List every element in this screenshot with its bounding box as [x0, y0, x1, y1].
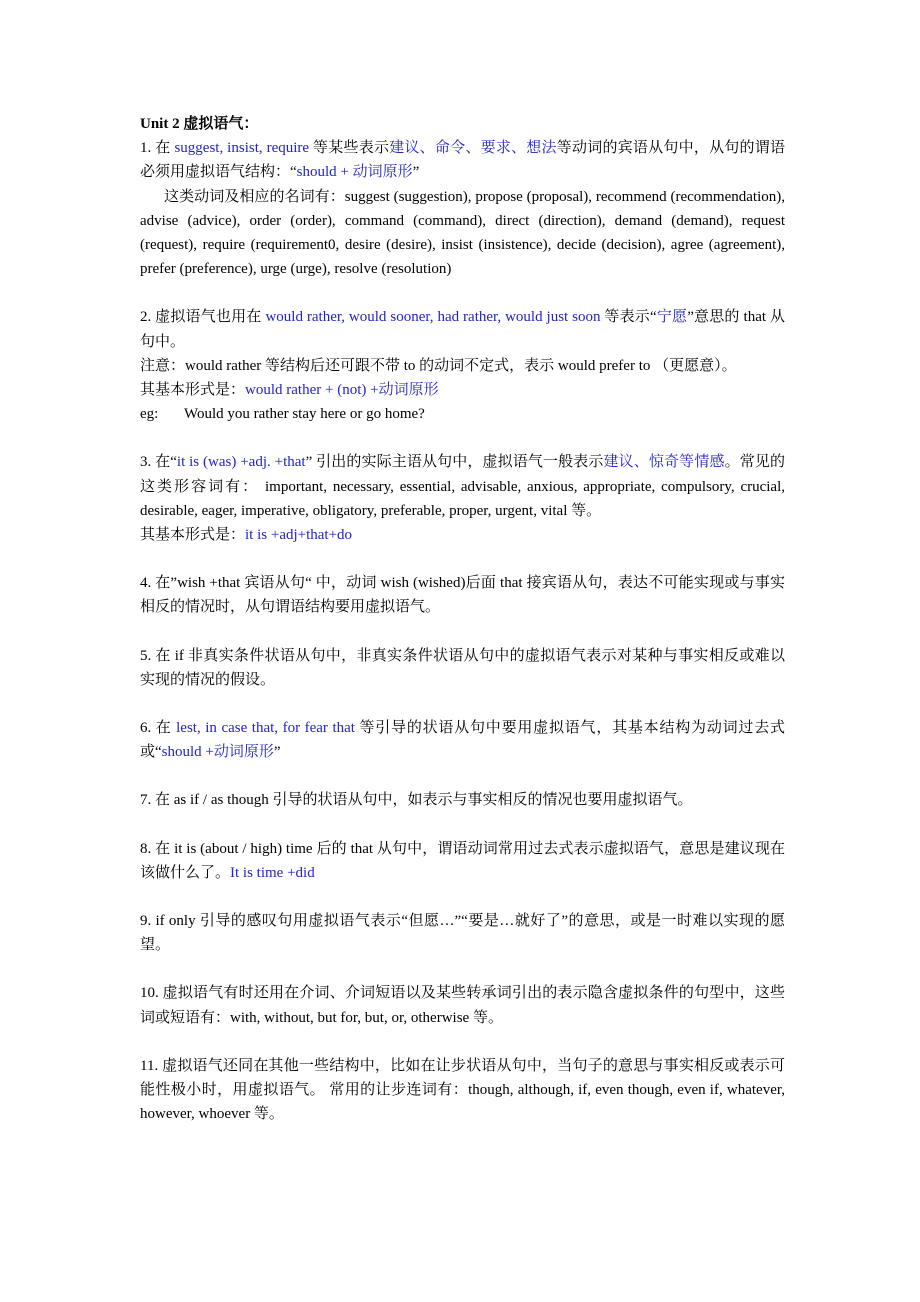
item-1-verbs: suggest, insist, require — [174, 140, 310, 157]
item-6-rule — [140, 716, 785, 764]
item-3-form-label: 其基本形式是： — [140, 527, 246, 544]
item-11-rule: 11. 虚拟语气还同在其他一些结构中，比如在让步状语从句中，当句子的意思与事实相反或表示可能性极小时，用虚拟语气。 常用的让步连词有：though, although, if, even though, even if, whatever, however, whoever 等。 — [140, 1057, 785, 1123]
item-6-text-e: ” — [273, 744, 281, 761]
item-2-example-sentence: Would you rather stay here or go home? — [184, 406, 425, 423]
item-2-example — [140, 402, 785, 426]
item-2-phrases: would rather, would sooner, had rather, would just soon — [265, 309, 601, 326]
document-page — [140, 112, 785, 1127]
item-7-rule: 7. 在 as if / as though 引导的状语从句中，如表示与事实相反的情况也要用虚拟语气。 — [140, 792, 693, 809]
item-10-rule: 10. 虚拟语气有时还用在介词、介词短语以及某些转承词引出的表示隐含虚拟条件的句型中，这些词或短语有：with, without, but for, but, or, otherwise 等。 — [140, 985, 785, 1026]
item-1-text-e: 等动词的宾语从句中，从句的谓语必须用虚拟语气结构：“ — [140, 140, 785, 181]
item-2-text-c: 等表示“ — [600, 309, 657, 326]
item-2-text-a: 2. 虚拟语气也用在 — [140, 309, 266, 326]
item-3-meanings: 建议、惊奇等情感 — [603, 454, 725, 471]
item-3-text-c: ” 引出的实际主语从句中，虚拟语气一般表示 — [305, 454, 604, 471]
item-8-form: It is time +did — [230, 864, 315, 881]
item-3-text-a: 3. 在“ — [140, 454, 177, 471]
item-1-word-list: 这类动词及相应的名词有：suggest (suggestion), propose (proposal), recommend (recommendation), advise (advice), order (order), command (command), direct (direction), demand (demand), request (request), require (requirement0, desire (desire), insist (insistence), decide (decision), agree (agreement), prefer (preference), urge (urge), resolve (resolution) — [140, 188, 785, 278]
item-2-form: would rather + (not) +动词原形 — [245, 382, 439, 399]
item-2-text-e: ”意思的 that 从句中。 — [140, 309, 785, 350]
item-1-rule — [140, 136, 785, 184]
item-6-conjunctions: lest, in case that, for fear that — [176, 720, 355, 737]
item-9-rule: 9. if only 引导的感叹句用虚拟语气表示“但愿…”“要是…就好了”的意思，或是一时难以实现的愿望。 — [140, 913, 785, 954]
item-2-note: 注意：would rather 等结构后还可跟不带 to 的动词不定式，表示 would prefer to （更愿意）。 — [140, 357, 737, 374]
item-3-form: it is +adj+that+do — [245, 527, 353, 544]
item-5-rule: 5. 在 if 非真实条件状语从句中，非真实条件状语从句中的虚拟语气表示对某种与事实相反或难以实现的情况的假设。 — [140, 647, 785, 688]
item-2-rule — [140, 305, 785, 353]
item-8-rule — [140, 837, 785, 885]
item-2-example-label: eg: — [140, 406, 159, 423]
item-1-text-c: 等某些表示 — [309, 140, 390, 157]
item-3-rule — [140, 450, 785, 523]
item-3-text-e: 。常见的这类形容词有： important, necessary, essential, advisable, anxious, appropriate, compulsory, crucial, desirable, eager, imperative, obligatory, preferable, proper, urgent, vital 等。 — [140, 454, 785, 519]
item-1-meanings: 建议、命令、要求、想法 — [389, 140, 557, 157]
item-1-form: should + 动词原形 — [296, 164, 413, 181]
item-1-text-a: 1. 在 — [140, 140, 175, 157]
item-2-form-line — [140, 378, 785, 402]
item-4-rule: 4. 在”wish +that 宾语从句“ 中，动词 wish (wished)后面 that 接宾语从句，表达不可能实现或与事实相反的情况时，从句谓语结构要用虚拟语气。 — [140, 575, 785, 616]
item-6-text-c: 等引导的状语从句中要用虚拟语气，其基本结构为动词过去式或“ — [140, 720, 785, 761]
unit-title: Unit 2 虚拟语气： — [140, 116, 259, 132]
item-1-text-g: ” — [412, 164, 420, 181]
item-6-text-a: 6. 在 — [140, 720, 177, 737]
item-2-meaning: 宁愿 — [656, 309, 688, 326]
item-8-text-a: 8. 在 it is (about / high) time 后的 that 从句中，谓语动词常用过去式表示虚拟语气，意思是建议现在该做什么了。 — [140, 840, 785, 881]
item-3-form-line — [140, 523, 785, 547]
item-6-form: should +动词原形 — [161, 744, 274, 761]
item-2-form-label: 其基本形式是： — [140, 382, 246, 399]
item-3-structure: it is (was) +adj. +that — [176, 454, 306, 471]
